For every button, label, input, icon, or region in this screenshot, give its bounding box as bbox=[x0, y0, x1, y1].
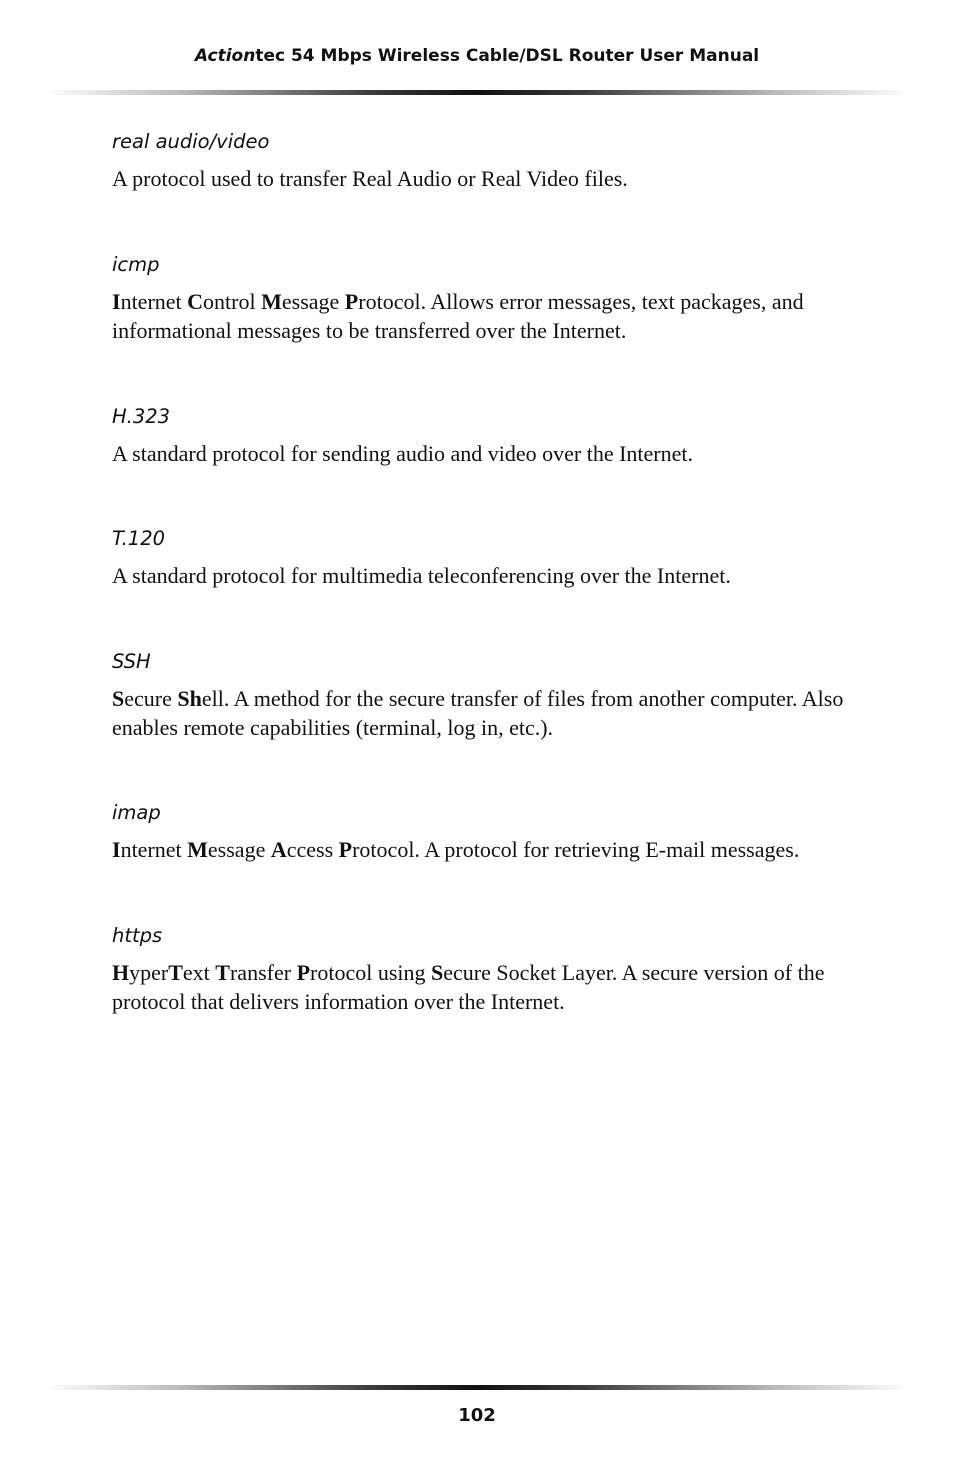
definition-bold-letter: T bbox=[215, 960, 230, 985]
definition-text: rotocol. A protocol for retrieving E-mail messages. bbox=[352, 837, 800, 862]
glossary-entry bbox=[112, 648, 872, 742]
glossary-term: imap bbox=[112, 801, 161, 824]
glossary-entry bbox=[112, 128, 872, 193]
definition-text: A standard protocol for sending audio and video over the Internet. bbox=[112, 441, 694, 466]
glossary-entry bbox=[112, 403, 872, 468]
glossary-term: real audio/video bbox=[112, 130, 270, 153]
definition-bold-letter: I bbox=[112, 837, 121, 862]
definition-bold-letter: T bbox=[168, 960, 183, 985]
glossary-term: H.323 bbox=[112, 405, 171, 428]
definition-text: nternet bbox=[120, 837, 188, 862]
glossary-entry bbox=[112, 251, 872, 345]
definition-bold-letter: M bbox=[261, 289, 282, 314]
header-brand-italic: Action bbox=[194, 46, 256, 66]
glossary-entry bbox=[112, 525, 872, 590]
definition-bold-letter: S bbox=[112, 686, 125, 711]
definition-text: rotocol. Allows error messages, text packages, and informational messages to be transferred over the Internet. bbox=[112, 289, 804, 343]
definition-text: A standard protocol for multimedia teleconferencing over the Internet. bbox=[112, 563, 731, 588]
glossary-definition bbox=[112, 835, 872, 864]
definition-bold-letter: S bbox=[431, 960, 444, 985]
glossary-entry bbox=[112, 799, 872, 864]
glossary-definition bbox=[112, 439, 872, 468]
definition-text: ontrol bbox=[203, 289, 262, 314]
glossary-definition bbox=[112, 684, 872, 742]
glossary-term: https bbox=[112, 924, 163, 947]
header-rule bbox=[46, 90, 909, 95]
glossary-definition bbox=[112, 164, 872, 193]
definition-text: essage bbox=[207, 837, 271, 862]
definition-text: ccess bbox=[286, 837, 339, 862]
definition-bold-letter: P bbox=[296, 960, 311, 985]
definition-text: ecure Socket Layer. A secure version of the protocol that delivers information over the Internet. bbox=[112, 960, 825, 1014]
header-title-rest: tec 54 Mbps Wireless Cable/DSL Router User Manual bbox=[255, 46, 760, 66]
definition-bold-letter: A bbox=[270, 837, 287, 862]
glossary-term: icmp bbox=[112, 253, 160, 276]
definition-text: ext bbox=[182, 960, 216, 985]
definition-text: ransfer bbox=[229, 960, 297, 985]
glossary-definition bbox=[112, 561, 872, 590]
definition-bold-letter: Sh bbox=[177, 686, 202, 711]
definition-text: nternet bbox=[120, 289, 188, 314]
definition-text: yper bbox=[129, 960, 169, 985]
definition-text: essage bbox=[281, 289, 345, 314]
glossary-definition bbox=[112, 958, 872, 1016]
footer-rule bbox=[46, 1385, 909, 1390]
definition-bold-letter: I bbox=[112, 289, 121, 314]
glossary-entry bbox=[112, 922, 872, 1016]
definition-text: A protocol used to transfer Real Audio or Real Video files. bbox=[112, 166, 628, 191]
definition-bold-letter: P bbox=[344, 289, 359, 314]
glossary-definition bbox=[112, 287, 872, 345]
definition-bold-letter: C bbox=[187, 289, 204, 314]
definition-bold-letter: M bbox=[187, 837, 208, 862]
glossary-term: SSH bbox=[112, 650, 151, 673]
glossary-term: T.120 bbox=[112, 527, 166, 550]
definition-bold-letter: H bbox=[112, 960, 130, 985]
page-number: 102 bbox=[458, 1405, 496, 1426]
definition-text: rotocol using bbox=[310, 960, 432, 985]
definition-bold-letter: P bbox=[338, 837, 353, 862]
definition-text: ell. A method for the secure transfer of files from another computer. Also enables remote capabilities (terminal, log in, etc.). bbox=[112, 686, 844, 740]
page-header-title bbox=[0, 46, 954, 66]
definition-text: ecure bbox=[124, 686, 178, 711]
